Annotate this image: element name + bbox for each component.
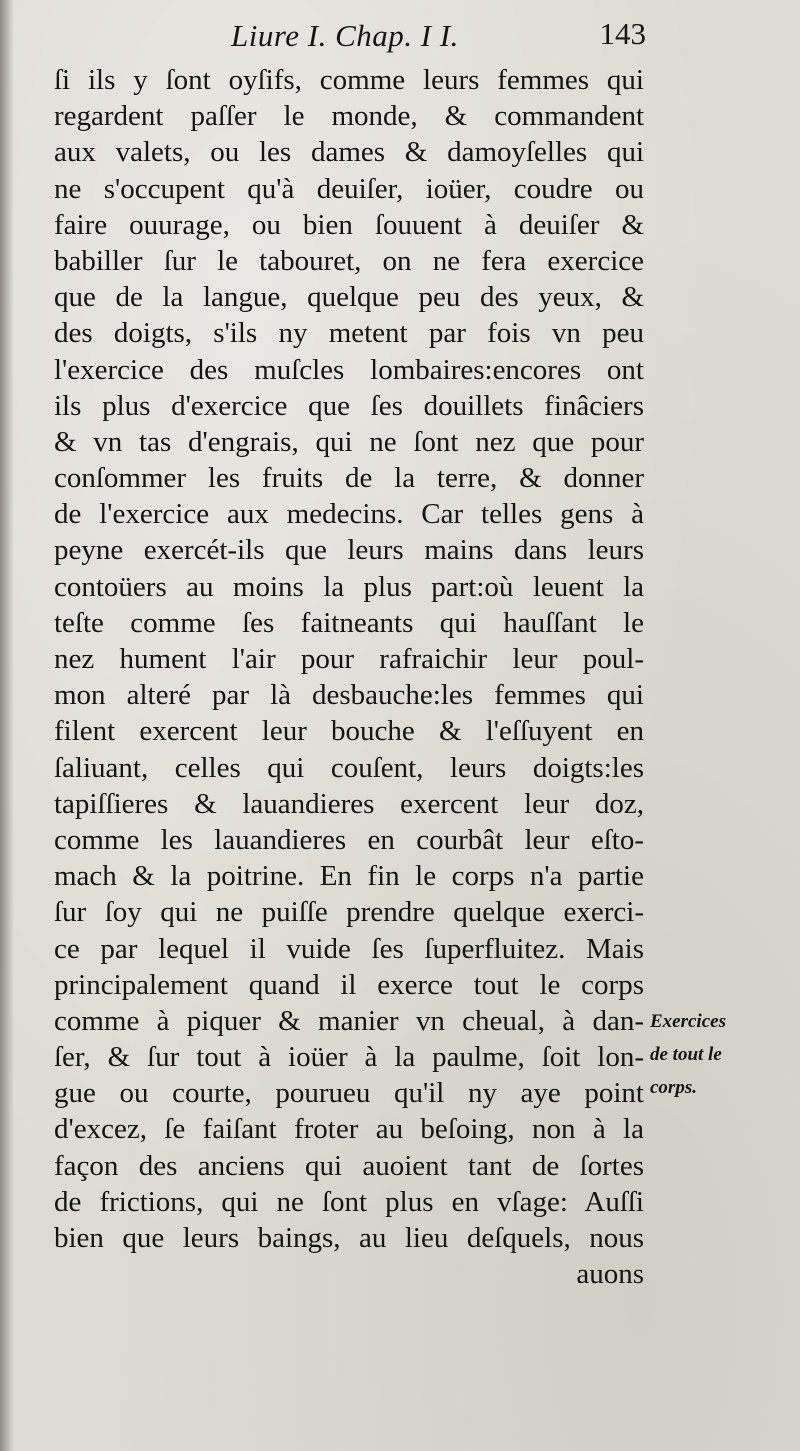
catchword: auons (576, 1258, 644, 1291)
text-line: comme les lauandieres en courbât leur eſto- (54, 823, 644, 856)
marginal-note (650, 1005, 770, 1104)
main-text-block (54, 62, 644, 1292)
text-line: teſte comme ſes faitneants qui hauſſant le (54, 606, 644, 639)
text-line: l'exercice des muſcles lombaires:encores ont (54, 353, 644, 386)
text-line: faire ouurage, ou bien ſouuent à deuiſer & (54, 208, 644, 241)
text-line: ſer, & ſur tout à ioüer à la paulme, ſoit lon- (54, 1041, 644, 1074)
text-line: comme à piquer & manier vn cheual, à dan- (54, 1004, 644, 1037)
text-line: ſaliuant, celles qui couſent, leurs doigts:les (54, 751, 644, 784)
text-line: conſommer les fruits de la terre, & donner (54, 462, 644, 495)
text-line: ne s'occupent qu'à deuiſer, ioüer, coudre ou (54, 172, 644, 205)
page-number: 143 (599, 16, 646, 51)
text-line: des doigts, s'ils ny metent par fois vn peu (54, 317, 644, 350)
text-line: mon alteré par là desbauche:les femmes qui (54, 679, 644, 712)
text-line: ſur ſoy qui ne puiſſe prendre quelque exerci- (54, 896, 644, 929)
text-line: ce par lequel il vuide ſes ſuperfluitez. Mais (54, 932, 644, 965)
text-line: aux valets, ou les dames & damoyſelles qui (54, 136, 644, 169)
text-line: babiller ſur le tabouret, on ne fera exercice (54, 244, 644, 277)
text-line: de l'exercice aux medecins. Car telles gens à (54, 498, 644, 531)
marginal-note-line: corps. (650, 1077, 697, 1098)
text-line: façon des anciens qui auoient tant de ſortes (54, 1149, 644, 1182)
text-line: tapiſſieres & lauandieres exercent leur doz, (54, 787, 644, 820)
text-line: regardent paſſer le monde, & commandent (54, 100, 644, 133)
text-line: ils plus d'exercice que ſes douillets finâciers (54, 389, 644, 422)
marginal-note-line: de tout le (650, 1044, 722, 1065)
text-line: filent exercent leur bouche & l'eſſuyent en (54, 715, 644, 748)
text-line: gue ou courte, pourueu qu'il ny aye point (54, 1077, 644, 1110)
text-line: nez hument l'air pour rafraichir leur poul- (54, 643, 644, 675)
marginal-note-line: Exercices (650, 1011, 726, 1032)
text-line: ſi ils y ſont oyſifs, comme leurs femmes qui (54, 64, 644, 96)
text-line: contoüers au moins la plus part:où leuent la (54, 570, 644, 603)
text-line: bien que leurs baings, au lieu deſquels, nous (54, 1222, 644, 1254)
text-line: mach & la poitrine. En fin le corps n'a partie (54, 860, 644, 893)
text-line: & vn tas d'engrais, qui ne ſont nez que pour (54, 425, 644, 458)
running-head: Liure I. Chap. I I. (231, 18, 459, 53)
text-line: principalement quand il exerce tout le corps (54, 968, 644, 1001)
binding-shadow (0, 0, 14, 1451)
text-line: que de la langue, quelque peu des yeux, & (54, 281, 644, 314)
text-line: peyne exercét-ils que leurs mains dans leurs (54, 534, 644, 567)
page-header (56, 14, 646, 58)
text-line: d'excez, ſe faiſant froter au beſoing, non à la (54, 1113, 644, 1146)
text-line: de frictions, qui ne ſont plus en vſage: Auſſi (54, 1185, 644, 1218)
